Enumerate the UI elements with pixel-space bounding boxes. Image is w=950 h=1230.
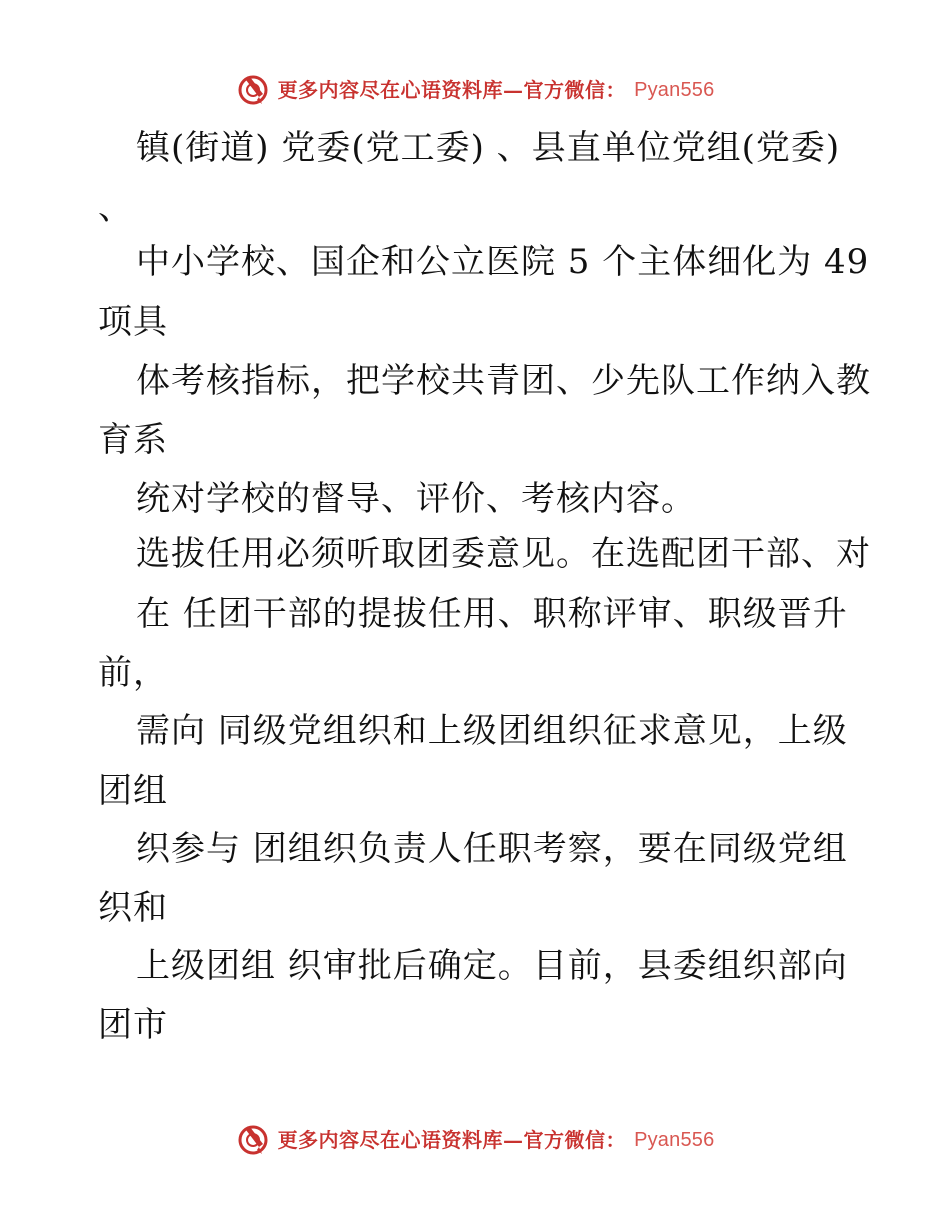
text-line: 织和 xyxy=(98,888,168,928)
text-line: 、 xyxy=(98,188,133,228)
text-line: 前， xyxy=(98,653,168,693)
text-line: 镇(街道) 党委(党工委) 、县直单位党组(党委) xyxy=(136,128,841,168)
watermark-footer xyxy=(0,1122,950,1158)
text-line: 体考核指标，把学校共青团、少先队工作纳入教 xyxy=(136,361,871,401)
text-line: 团组 xyxy=(98,771,168,811)
text-line: 织参与 团组织负责人任职考察，要在同级党组 xyxy=(136,829,848,869)
text-line: 上级团组 织审批后确定。目前，县委组织部向 xyxy=(136,946,848,986)
text-line: 团市 xyxy=(98,1005,168,1045)
text-line: 项具 xyxy=(98,302,168,342)
watermark-contact: Pyan556 xyxy=(634,79,715,101)
text-line: 需向 同级党组织和上级团组织征求意见，上级 xyxy=(136,711,848,751)
text-line: 统对学校的督导、评价、考核内容。 xyxy=(136,479,696,519)
watermark-text: 更多内容尽在心语资料库—官方微信： xyxy=(277,78,627,102)
watermark-text: 更多内容尽在心语资料库—官方微信： xyxy=(277,1128,627,1152)
text-line: 育系 xyxy=(98,420,168,460)
text-line: 在 任团干部的提拔任用、职称评审、职级晋升 xyxy=(136,594,848,634)
watermark-contact: Pyan556 xyxy=(634,1129,715,1151)
text-line: 中小学校、国企和公立医院 5 个主体细化为 49 xyxy=(136,242,870,282)
text-line: 选拔任用必须听取团委意见。在选配团干部、对 xyxy=(136,534,871,574)
brand-logo-icon xyxy=(236,1123,270,1157)
